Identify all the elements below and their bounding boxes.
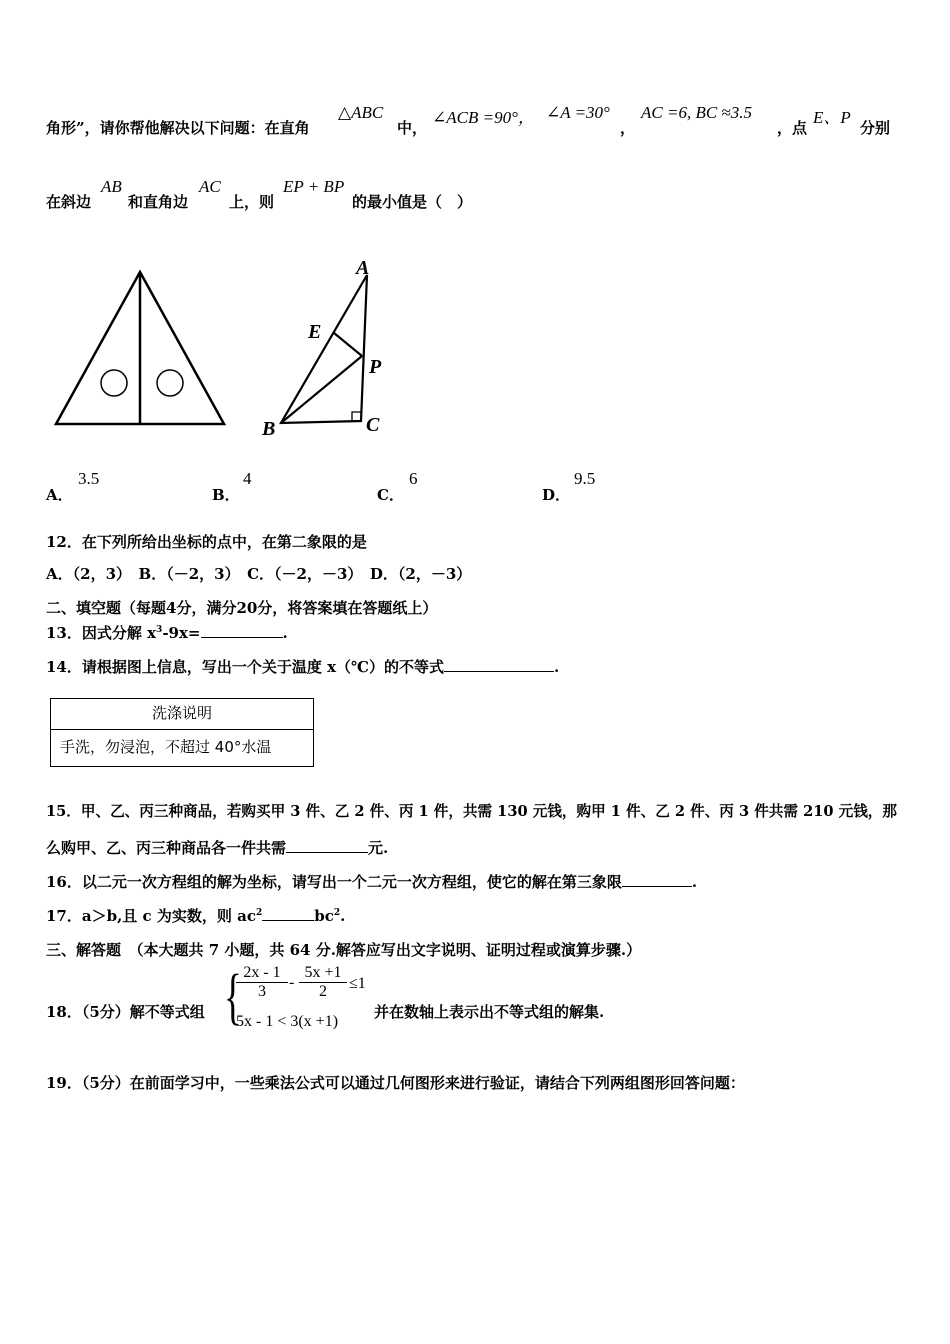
q11-triangle-abc: △ABC xyxy=(338,103,384,122)
q12-options: A．（2，3） B．（－2，3） C．（－2，－3） D．（2，－3） xyxy=(46,565,472,583)
option-c-value: 6 xyxy=(409,469,418,488)
label-b: B xyxy=(262,418,276,440)
q11-line2-p3: 上，则 xyxy=(229,193,275,211)
q17-mid: bc xyxy=(314,907,334,925)
q15-yuan: 元. xyxy=(368,839,389,857)
q11-fenbie: 分别 xyxy=(860,119,891,137)
q11-figures xyxy=(0,0,950,460)
q11-line2-p2: 和直角边 xyxy=(128,193,189,211)
q11-angle-acb: ∠ACB =90°， xyxy=(432,108,535,127)
q13-end: . xyxy=(282,624,288,642)
q11-ab: AB xyxy=(101,177,122,196)
q13-answer-blank[interactable] xyxy=(201,623,283,638)
q13 xyxy=(46,622,288,643)
option-b-value: 4 xyxy=(243,469,252,488)
q17-answer-blank[interactable] xyxy=(262,906,314,921)
q11-line1-prefix: 角形”，请你帮他解决以下问题：在直角 xyxy=(46,119,310,137)
section-2-heading: 二、填空题（每题4分，满分20分，将答案填在答题纸上） xyxy=(46,599,438,617)
q18-leq: ≤1 xyxy=(349,975,366,992)
q11-zhong: 中， xyxy=(397,119,428,137)
q19: 19．（5分）在前面学习中，一些乘法公式可以通过几何图形来进行验证，请结合下列两组图形回答问题： xyxy=(46,1074,745,1092)
washing-card-title: 洗涤说明 xyxy=(51,699,313,730)
q18-pre: 18．（5分）解不等式组 xyxy=(46,1003,205,1021)
q17-sup2: 2 xyxy=(333,908,341,918)
q14-text: 14．请根据图上信息，写出一个关于温度 x（℃）的不等式 xyxy=(46,658,445,676)
q14 xyxy=(46,656,559,677)
q17-end: . xyxy=(340,907,346,925)
label-e: E xyxy=(308,321,322,343)
option-d-letter: D． xyxy=(542,486,571,504)
q11-angle-a: ∠A =30° xyxy=(546,103,610,122)
q18-fraction-2 xyxy=(299,964,347,1001)
q15-line2 xyxy=(46,837,388,858)
q18-brace: { xyxy=(224,963,242,1031)
q16 xyxy=(46,871,697,892)
option-b-letter: B． xyxy=(212,486,240,504)
q13-pre: 13．因式分解 x xyxy=(46,624,157,642)
q11-line2-p1: 在斜边 xyxy=(46,193,92,211)
q18-inequality-2: 5x - 1 < 3(x +1) xyxy=(236,1013,339,1030)
q12-stem: 12．在下列所给出坐标的点中，在第二象限的是 xyxy=(46,533,367,551)
q11-lengths: AC =6, BC ≈3.5 xyxy=(641,103,752,122)
q11-ep: E、P xyxy=(813,108,851,127)
q18-frac1-num: 2x - 1 xyxy=(236,964,288,983)
option-a-letter: A． xyxy=(46,486,73,504)
option-d-value: 9.5 xyxy=(574,469,596,488)
q18-frac2-den: 2 xyxy=(319,983,327,1000)
washing-instructions-card xyxy=(50,698,314,767)
q16-text: 16．以二元一次方程组的解为坐标，请写出一个二元一次方程组，使它的解在第三象限 xyxy=(46,873,622,891)
label-p: P xyxy=(369,356,382,378)
q14-end: . xyxy=(554,658,560,676)
label-c: C xyxy=(366,414,380,436)
q18-fraction-1 xyxy=(236,964,288,1001)
q13-post: -9x= xyxy=(162,624,201,642)
q11-dian: ，点 xyxy=(777,119,808,137)
q18-frac1-den: 3 xyxy=(258,983,266,1000)
q11-comma: ， xyxy=(620,119,636,137)
q14-answer-blank[interactable] xyxy=(444,657,554,672)
q18-minus: - xyxy=(289,974,295,991)
section-3-heading: 三、解答题 （本大题共 7 小题，共 64 分.解答应写出文字说明、证明过程或演算步骤.） xyxy=(46,941,642,959)
label-a: A xyxy=(356,257,370,279)
q11-expr: EP + BP xyxy=(283,177,345,196)
q16-end: . xyxy=(691,873,698,891)
q11-ac: AC xyxy=(199,177,221,196)
washing-card-body: 手洗，勿浸泡，不超过 40°水温 xyxy=(60,738,272,756)
q17-pre: 17．a＞b,且 c 为实数，则 ac xyxy=(46,907,256,925)
right-triangle-figure xyxy=(281,275,367,423)
q18-frac2-num: 5x +1 xyxy=(299,964,347,983)
q17 xyxy=(46,905,345,926)
q18-post: 并在数轴上表示出不等式组的解集. xyxy=(374,1003,605,1021)
option-a-value: 3.5 xyxy=(78,469,100,488)
q13-sup: 3 xyxy=(156,625,163,635)
q15-line1: 15．甲、乙、丙三种商品，若购买甲 3 件、乙 2 件、丙 1 件，共需 130 元钱，购甲 1 件、乙 2 件、丙 3 件共需 210 元钱，那 xyxy=(46,803,897,820)
q11-line2-p4: 的最小值是（ ） xyxy=(352,193,473,211)
q15-line2-text: 么购甲、乙、丙三种商品各一件共需 xyxy=(46,839,287,857)
q16-answer-blank[interactable] xyxy=(622,872,692,887)
option-c-letter: C． xyxy=(377,486,404,504)
q15-answer-blank[interactable] xyxy=(286,838,368,853)
q17-sup1: 2 xyxy=(255,908,263,918)
triangle-ruler-figure xyxy=(56,272,224,424)
